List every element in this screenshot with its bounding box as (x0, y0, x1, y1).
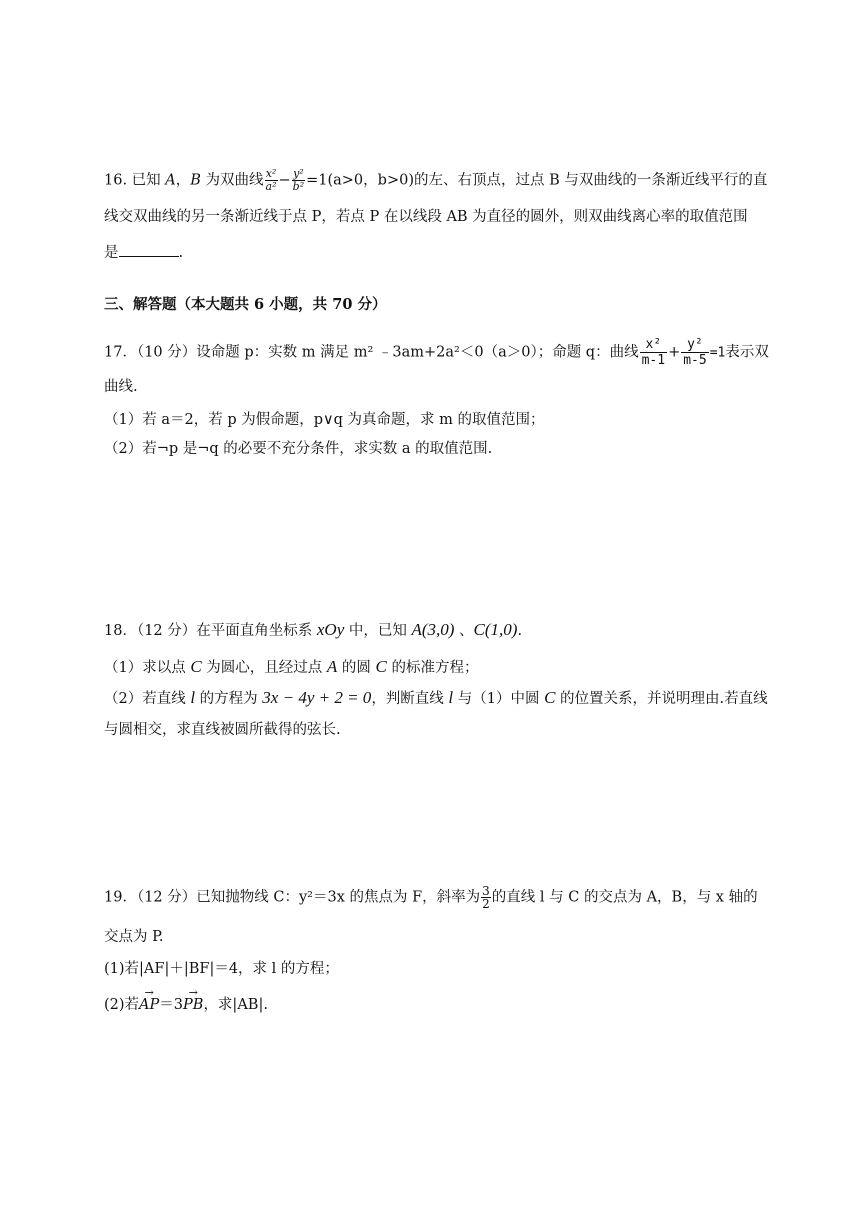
q17-fraction-2 (681, 337, 708, 368)
q17-text: 17．（10 分）设命题 p：实数 m 满足 m² ﹣3am+2a²＜0（a＞0）；命题 q：曲线 (104, 344, 639, 361)
q19-part1-text: (1)若|AF|＋|BF|＝4，求 l 的方程； (104, 961, 339, 977)
q18-part2-cont (104, 720, 341, 740)
q16-line2 (104, 207, 748, 227)
frac-den: m-5 (683, 353, 707, 368)
q19-text: ＝3 (159, 997, 184, 1013)
q19-line2 (104, 927, 164, 947)
q18-point-a: A(3,0) (411, 620, 455, 639)
q17-part1 (104, 410, 544, 430)
q18-period: . (517, 623, 523, 639)
q18-equation: 3x − 4y + 2 = 0 (262, 688, 372, 707)
q18-point-c: C(1,0) (473, 620, 518, 639)
q17-part2 (104, 439, 492, 459)
q16-fraction-x (265, 168, 278, 193)
q19-line1 (104, 885, 758, 910)
q19-text: 交点为 P. (104, 929, 164, 945)
q16-period: . (178, 245, 184, 261)
q16-line3 (104, 242, 183, 263)
q19-text: (2)若 (104, 997, 140, 1013)
q17-part2-text: （2）若¬p 是¬q 的必要不充分条件，求实数 a 的取值范围. (104, 441, 493, 457)
q18-text: （1）求以点 (104, 660, 191, 676)
q18-text: 的圆 (337, 660, 376, 676)
frac-num: y² (293, 167, 304, 180)
q16-text: 是 (104, 245, 119, 261)
section-title: 三、解答题（本大题共 6 小题，共 70 分） (104, 296, 387, 313)
q18-text: 的标准方程； (386, 660, 479, 676)
q16-fraction-y (292, 168, 305, 193)
q18-text: 中，已知 (344, 623, 412, 639)
q18-sep: 、 (454, 623, 474, 639)
q19-slope-fraction (481, 885, 491, 910)
q18-c: C (375, 657, 387, 676)
q17-line1 (104, 337, 769, 368)
frac-den: b² (292, 180, 305, 193)
section-heading (104, 295, 386, 315)
q18-text: （2）若直线 (104, 691, 191, 707)
q17-text: 表示双 (725, 344, 769, 361)
q18-part1 (104, 657, 478, 678)
q18-a: A (326, 657, 338, 676)
answer-blank (119, 242, 179, 257)
q18-text: 与圆相交，求直线被圆所截得的弦长. (104, 722, 341, 738)
q19-text: 19．（12 分）已知抛物线 C：y²＝3x 的焦点为 F，斜率为 (104, 889, 481, 906)
vector-ap: → AP (139, 995, 159, 1015)
q16-text: 为双曲线 (200, 172, 264, 189)
q18-text: 18．（12 分）在平面直角坐标系 (104, 623, 317, 639)
q16-text: =1(a>0，b>0)的左、右顶点，过点 B 与双曲线的一条渐近线平行的直 (306, 172, 768, 189)
q17-line2 (104, 377, 138, 397)
equals-one: =1 (709, 345, 726, 361)
q18-xoy: xOy (316, 620, 345, 639)
plus-sign: + (668, 344, 681, 361)
vector-pb: → PB (183, 995, 203, 1015)
q17-part1-text: （1）若 a＝2，若 p 为假命题，p∨q 为真命题，求 m 的取值范围； (104, 412, 545, 428)
frac-num: y² (681, 337, 708, 353)
q16-comma: ， (175, 172, 191, 189)
q17-text: 曲线. (104, 379, 138, 395)
q18-c: C (544, 688, 556, 707)
q19-text: 的直线 l 与 C 的交点为 A，B，与 x 轴的 (491, 889, 758, 906)
q19-part2 (104, 995, 268, 1015)
q18-c: C (190, 657, 202, 676)
q17-fraction-1 (640, 337, 667, 368)
q19-part1 (104, 959, 339, 979)
q16-text: 16. 已知 (104, 172, 166, 189)
frac-den: a² (265, 180, 277, 193)
q16-point-a: A (165, 172, 176, 189)
q16-point-b: B (190, 172, 201, 189)
q16-line1 (104, 168, 767, 193)
frac-den: m-1 (641, 353, 666, 368)
q18-text: 的方程为 (195, 691, 263, 707)
minus-sign: − (278, 172, 291, 189)
frac-num: x² (265, 167, 277, 180)
q18-l: l (190, 688, 196, 707)
frac-num: x² (640, 337, 667, 353)
q18-part2 (104, 688, 768, 709)
q18-text: 为圆心，且经过点 (201, 660, 327, 676)
frac-den: 2 (482, 897, 490, 911)
q18-l: l (448, 688, 454, 707)
q18-line1 (104, 620, 522, 641)
q19-text: ，求|AB|. (203, 997, 268, 1013)
q18-text: ，判断直线 (371, 691, 449, 707)
q16-text: 线交双曲线的另一条渐近线于点 P，若点 P 在以线段 AB 为直径的圆外，则双曲线离心率的取值范围 (104, 209, 748, 225)
q18-text: 的位置关系，并说明理由.若直线 (555, 691, 768, 707)
frac-num: 3 (482, 884, 490, 898)
q18-text: 与（1）中圆 (453, 691, 545, 707)
